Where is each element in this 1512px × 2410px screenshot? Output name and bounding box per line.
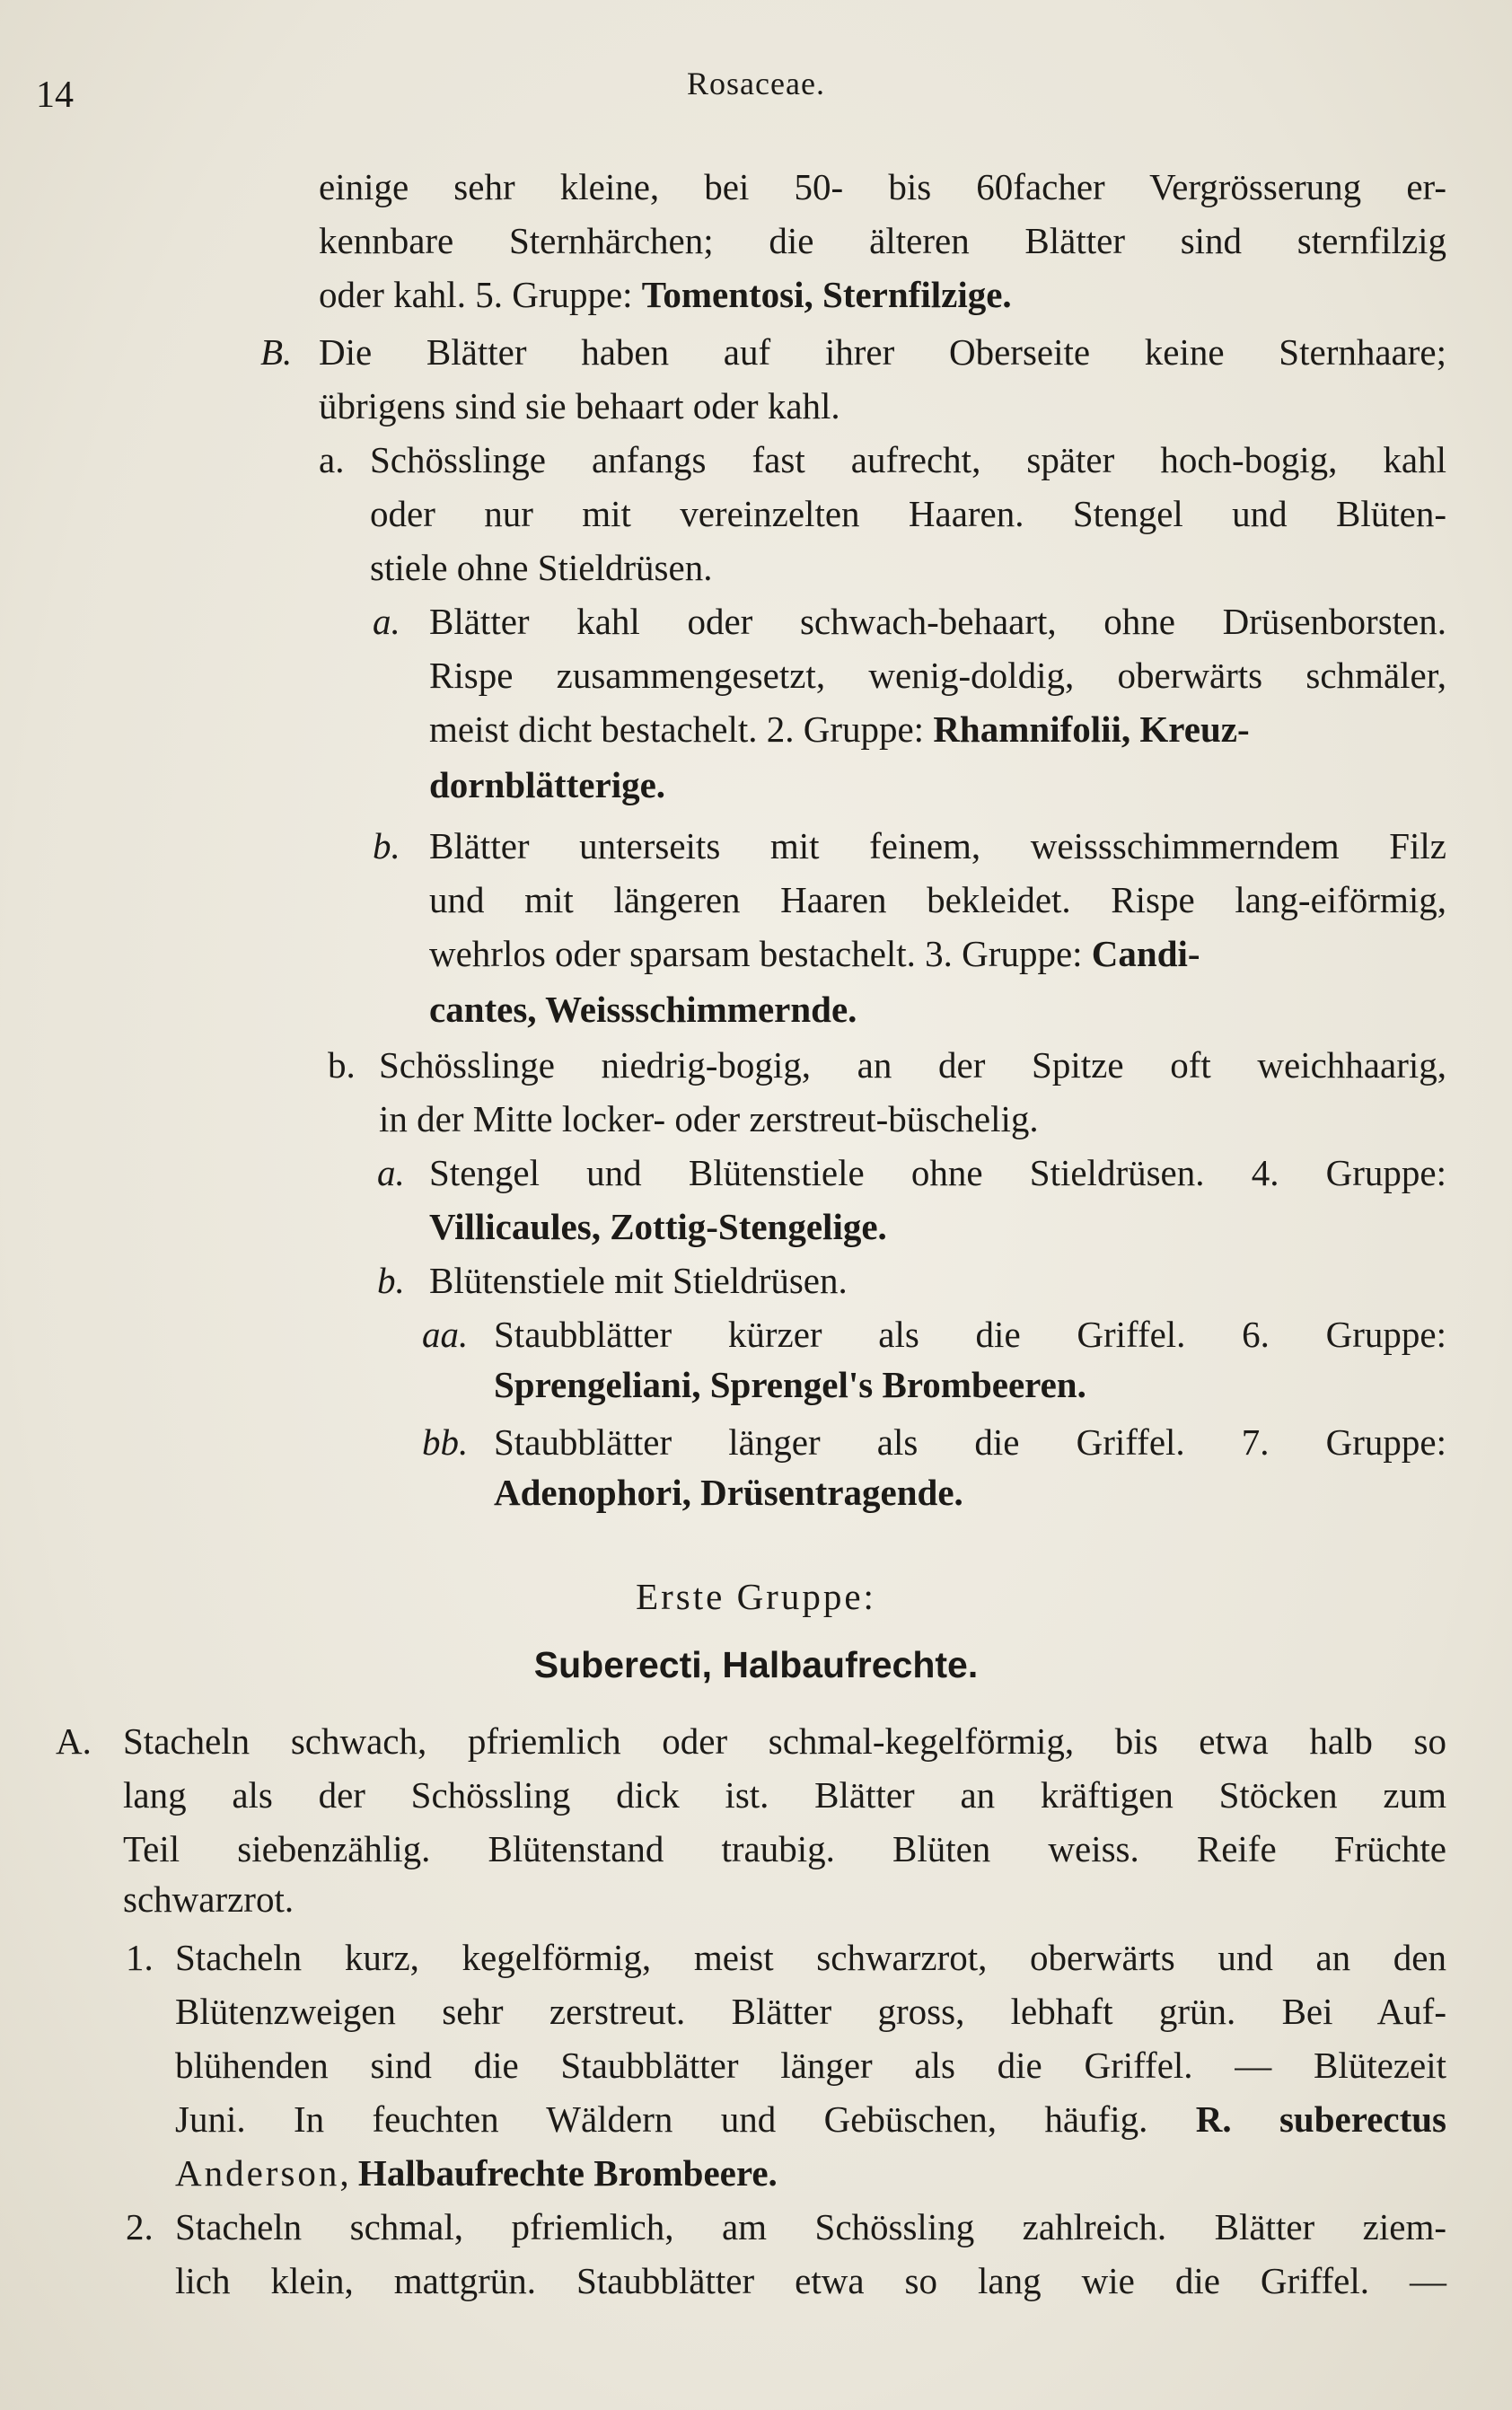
- key-line: Rispe zusammengesetzt, wenig-doldig, oberwärts schmäler,: [429, 655, 1446, 696]
- key-marker: a.: [319, 439, 345, 480]
- key-marker: bb.: [422, 1421, 469, 1463]
- body-line: Stacheln kurz, kegelförmig, meist schwarzrot, oberwärts und an den: [175, 1937, 1446, 1978]
- body-line: Teil siebenzählig. Blütenstand traubig. Blüten weiss. Reife Früchte: [123, 1828, 1446, 1869]
- list-marker: 2.: [126, 2206, 154, 2247]
- key-line: in der Mitte locker- oder zerstreut-büschelig.: [379, 1098, 1039, 1139]
- body-line: Anderson, Halbaufrechte Brombeere.: [175, 2152, 778, 2194]
- body-line: lang als der Schössling dick ist. Blätter an kräftigen Stöcken zum: [123, 1774, 1446, 1816]
- key-line: einige sehr kleine, bei 50- bis 60facher Vergrösserung er-: [319, 166, 1446, 207]
- body-line: Stacheln schmal, pfriemlich, am Schössling zahlreich. Blätter ziem-: [175, 2206, 1446, 2247]
- key-line: Staubblätter länger als die Griffel. 7. Gruppe:: [494, 1421, 1446, 1463]
- key-line: wehrlos oder sparsam bestachelt. 3. Gruppe: Candi-: [429, 933, 1200, 974]
- key-marker: a.: [373, 601, 400, 642]
- body-line: schwarzrot.: [123, 1878, 294, 1920]
- body-line: Stacheln schwach, pfriemlich oder schmal-kegelförmig, bis etwa halb so: [123, 1720, 1446, 1762]
- key-marker: b.: [328, 1044, 356, 1086]
- body-line: lich klein, mattgrün. Staubblätter etwa so lang wie die Griffel. —: [175, 2260, 1446, 2301]
- key-line: Stengel und Blütenstiele ohne Stieldrüsen. 4. Gruppe:: [429, 1152, 1446, 1193]
- key-line: oder kahl. 5. Gruppe: Tomentosi, Sternfilzige.: [319, 274, 1012, 315]
- list-marker: 1.: [126, 1937, 154, 1978]
- key-line: oder nur mit vereinzelten Haaren. Stengel und Blüten-: [370, 493, 1446, 534]
- species-name: R. suberectus: [1195, 2098, 1446, 2140]
- key-line: kennbare Sternhärchen; die älteren Blätter sind sternfilzig: [319, 220, 1446, 261]
- group-name: Candi-: [1091, 933, 1200, 974]
- body-line: Blütenzweigen sehr zerstreut. Blätter gross, lebhaft grün. Bei Auf-: [175, 1991, 1446, 2032]
- group-name: Adenophori, Drüsentragende.: [494, 1472, 963, 1513]
- key-marker: b.: [377, 1260, 405, 1301]
- group-name: Sprengeliani, Sprengel's Brombeeren.: [494, 1364, 1086, 1405]
- key-marker: aa.: [422, 1314, 469, 1355]
- body-line: Juni. In feuchten Wäldern und Gebüschen, häufig. R. suberectus: [175, 2098, 1446, 2140]
- group-name: Villicaules, Zottig-Stengelige.: [429, 1206, 887, 1247]
- key-line: Blütenstiele mit Stieldrüsen.: [429, 1260, 848, 1301]
- group-name: Tomentosi, Sternfilzige.: [641, 274, 1012, 315]
- group-name: Rhamnifolii, Kreuz-: [933, 708, 1250, 750]
- key-line: stiele ohne Stieldrüsen.: [370, 547, 713, 588]
- key-line: meist dicht bestachelt. 2. Gruppe: Rhamnifolii, Kreuz-: [429, 708, 1250, 750]
- group-name: dornblätterige.: [429, 764, 666, 805]
- key-marker: B.: [260, 331, 293, 373]
- key-line: Blätter unterseits mit feinem, weissschimmerndem Filz: [429, 825, 1446, 866]
- key-line: übrigens sind sie behaart oder kahl.: [319, 385, 840, 427]
- list-marker: A.: [56, 1720, 92, 1762]
- key-line: Die Blätter haben auf ihrer Oberseite keine Sternhaare;: [319, 331, 1446, 373]
- key-line: Schösslinge anfangs fast aufrecht, später hoch-bogig, kahl: [370, 439, 1446, 480]
- key-line: Staubblätter kürzer als die Griffel. 6. Gruppe:: [494, 1314, 1446, 1355]
- page-number: 14: [36, 75, 74, 116]
- body-line: blühenden sind die Staubblätter länger als die Griffel. — Blütezeit: [175, 2045, 1446, 2086]
- group-name: cantes, Weissschimmernde.: [429, 989, 857, 1030]
- section-label: Erste Gruppe:: [636, 1576, 876, 1617]
- running-title: Rosaceae.: [687, 66, 825, 101]
- key-line: Blätter kahl oder schwach-behaart, ohne Drüsenborsten.: [429, 601, 1446, 642]
- key-line: und mit längeren Haaren bekleidet. Rispe lang-eiförmig,: [429, 879, 1446, 920]
- section-title: Suberecti, Halbaufrechte.: [533, 1644, 979, 1685]
- common-name: Halbaufrechte Brombeere.: [357, 2152, 778, 2194]
- key-marker: a.: [377, 1152, 405, 1193]
- author-name: Anderson: [175, 2152, 340, 2194]
- key-line: Schösslinge niedrig-bogig, an der Spitze oft weichhaarig,: [379, 1044, 1446, 1086]
- key-marker: b.: [373, 825, 400, 866]
